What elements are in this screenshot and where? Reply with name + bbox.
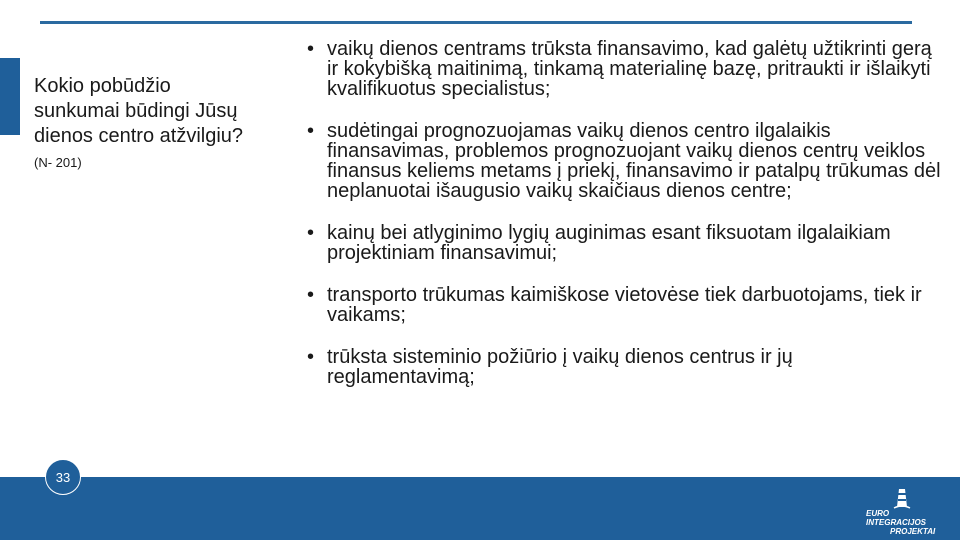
list-item-text: sudėtingai prognozuojamas vaikų dienos centro ilgalaikis finansavimas, problemos prognozuojant vaikų dienos centrų veiklos finansus keliems metams į priekį, finansavimo ir patalpų trūkumas dėl neplanuotai išaugusio vaikų skaičiaus dienos centre; <box>327 120 941 202</box>
list-item-text: trūksta sisteminio požiūrio į vaikų dienos centrus ir jų reglamentavimą; <box>327 346 793 388</box>
list-item <box>304 285 944 325</box>
bullet-icon: • <box>307 38 315 60</box>
footer-band <box>0 477 960 540</box>
bullet-icon: • <box>307 120 315 142</box>
top-divider <box>40 21 912 24</box>
euro-integracijos-logo <box>866 487 946 536</box>
list-item <box>304 223 944 263</box>
page-number: 33 <box>45 459 81 495</box>
left-accent-bar <box>0 58 20 135</box>
list-item-text: transporto trūkumas kaimiškose vietovėse tiek darbuotojams, tiek ir vaikams; <box>327 284 922 326</box>
list-item <box>304 39 944 99</box>
list-item-text: vaikų dienos centrams trūksta finansavimo, kad galėtų užtikrinti gerą ir kokybišką maitinimą, tinkamą materialinę bazę, pritraukti ir išlaikyti kvalifikuotus specialistus; <box>327 38 932 100</box>
bullet-icon: • <box>307 346 315 368</box>
list-item-text: kainų bei atlyginimo lygių auginimas esant fiksuotam ilgalaikiam projektiniam finansavimui; <box>327 222 891 264</box>
logo-word-integracijos: INTEGRACIJOS <box>866 518 927 527</box>
question-text: Kokio pobūdžio sunkumai būdingi Jūsų dienos centro atžvilgiu? <box>34 75 244 147</box>
question-heading <box>34 74 259 175</box>
bullet-icon: • <box>307 222 315 244</box>
sample-size-note: (N- 201) <box>34 155 82 170</box>
list-item <box>304 347 944 387</box>
logo-word-euro: EURO <box>866 509 890 518</box>
logo-word-projektai: PROJEKTAI <box>890 527 936 536</box>
bullet-icon: • <box>307 284 315 306</box>
list-item <box>304 121 944 201</box>
answer-list <box>304 39 944 409</box>
lighthouse-logo-icon <box>892 487 912 509</box>
